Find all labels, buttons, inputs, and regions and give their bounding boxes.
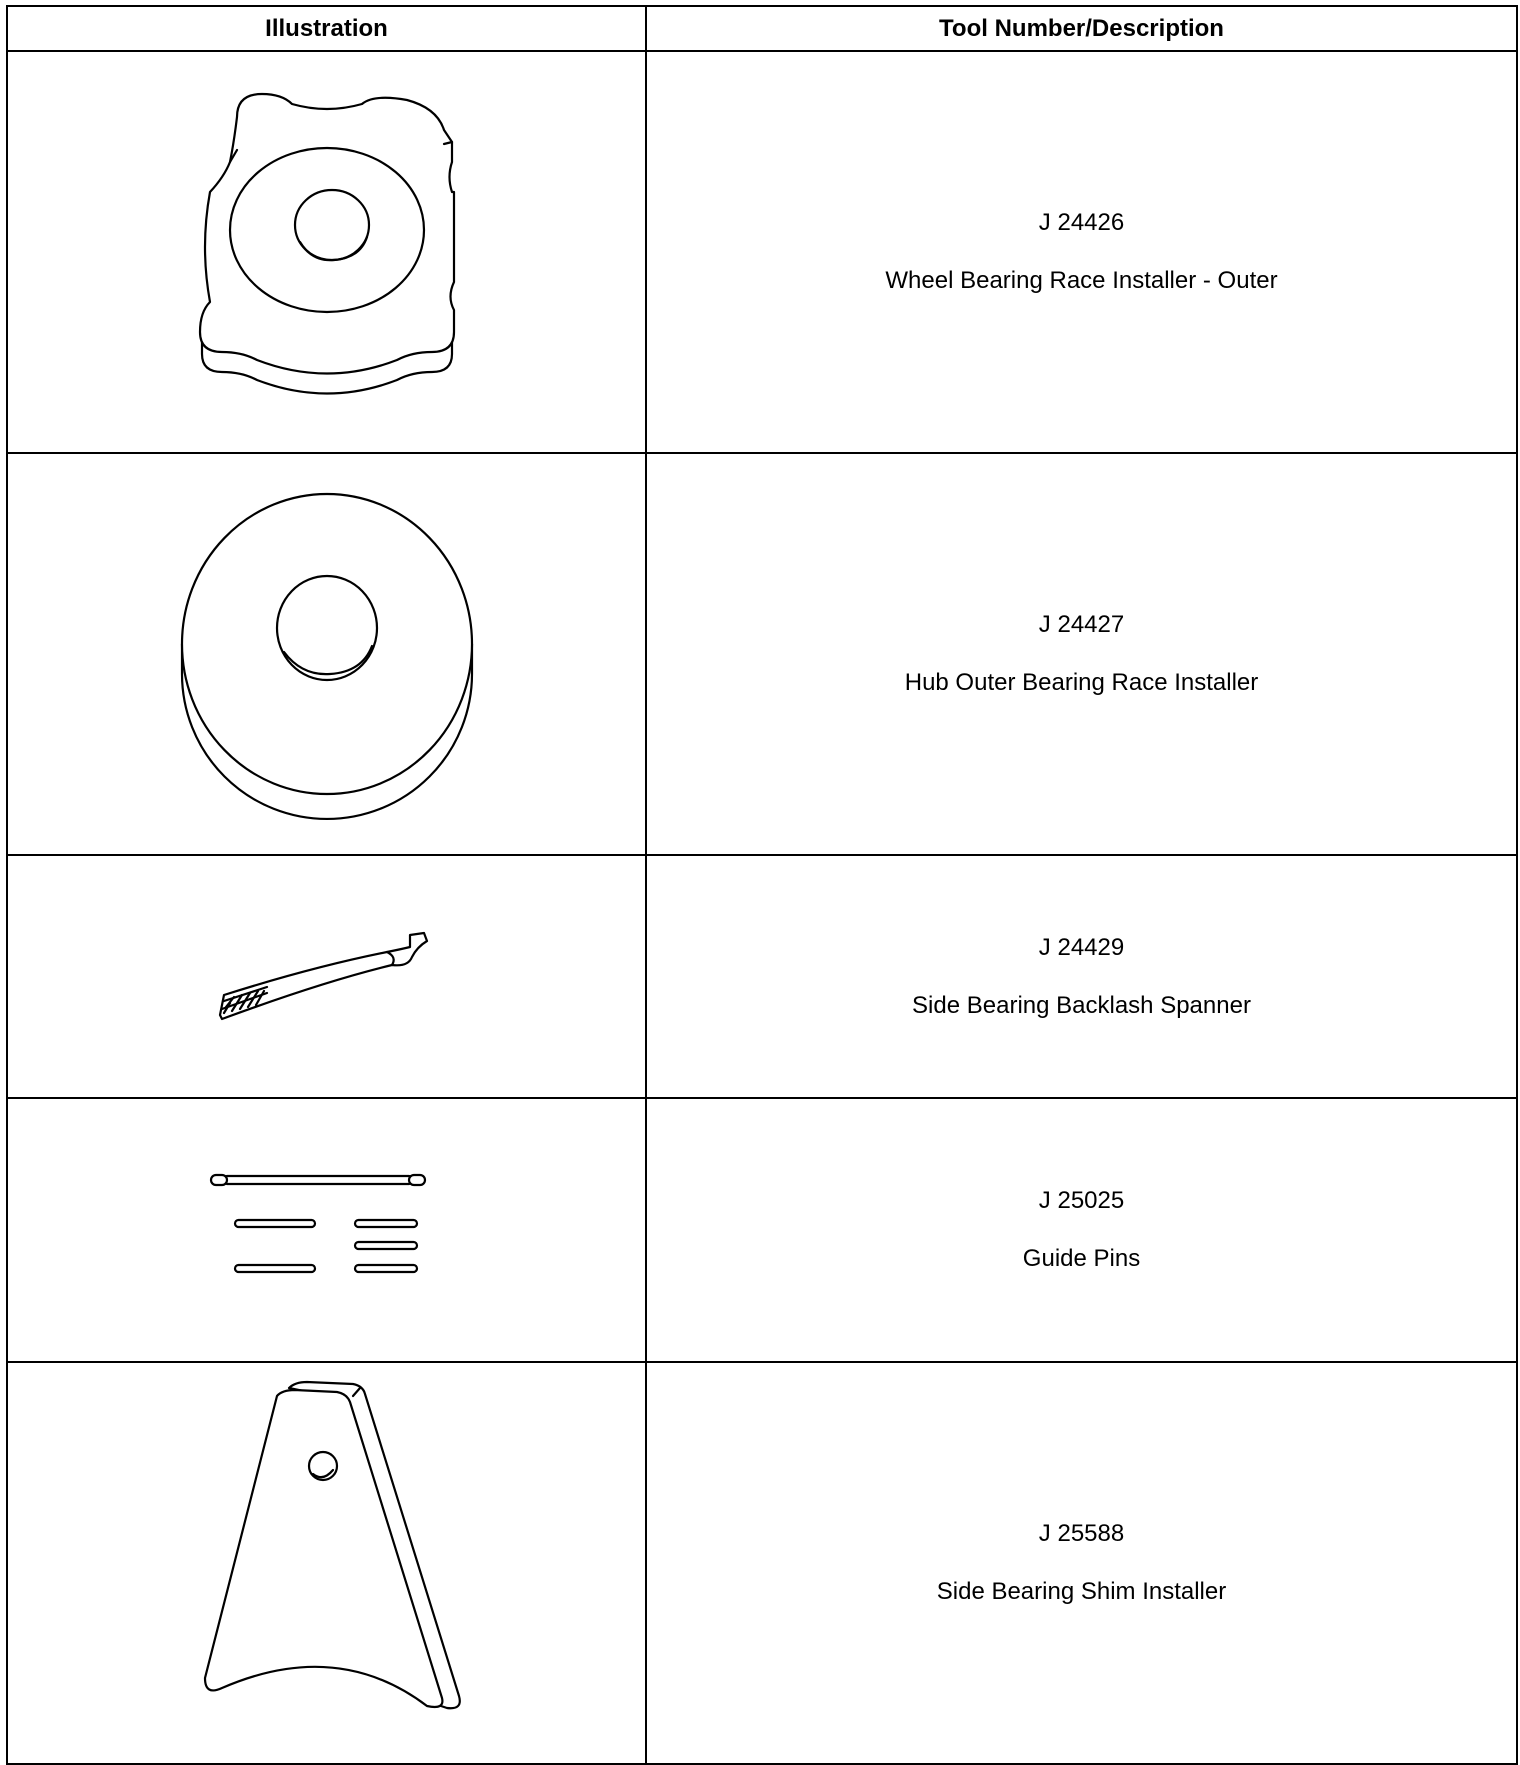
tool-description: Wheel Bearing Race Installer - Outer	[885, 267, 1278, 294]
table-row	[7, 453, 1517, 855]
tool-number: J 24426	[1038, 209, 1125, 236]
tool-description: Side Bearing Shim Installer	[936, 1578, 1227, 1605]
shim-installer-icon	[177, 1378, 477, 1748]
tool-table	[6, 5, 1518, 1765]
header-tool-description: Tool Number/Description	[646, 6, 1517, 51]
backlash-spanner-icon	[212, 927, 442, 1027]
illustration-cell	[7, 1098, 646, 1362]
tool-description-cell	[646, 51, 1517, 453]
tool-number: J 24427	[1038, 611, 1125, 638]
header-row	[7, 6, 1517, 51]
table-row	[7, 1098, 1517, 1362]
illustration-cell	[7, 855, 646, 1098]
guide-pins-icon	[207, 1170, 447, 1290]
table-row	[7, 51, 1517, 453]
illustration-cell	[7, 51, 646, 453]
tool-description-cell	[646, 1098, 1517, 1362]
header-illustration: Illustration	[7, 6, 646, 51]
tool-number: J 24429	[1038, 933, 1125, 961]
tool-description-cell	[646, 453, 1517, 855]
table-row	[7, 855, 1517, 1098]
table-row	[7, 1362, 1517, 1764]
illustration-cell	[7, 1362, 646, 1764]
tool-description: Hub Outer Bearing Race Installer	[904, 669, 1259, 696]
hub-race-installer-icon	[172, 484, 482, 824]
tool-number: J 25588	[1038, 1520, 1125, 1547]
tool-description: Side Bearing Backlash Spanner	[912, 991, 1251, 1019]
tool-number: J 25025	[1038, 1187, 1125, 1214]
illustration-cell	[7, 453, 646, 855]
race-installer-outer-icon	[162, 82, 492, 422]
tool-description-cell	[646, 855, 1517, 1098]
tool-description: Guide Pins	[1022, 1245, 1141, 1272]
tool-description-cell	[646, 1362, 1517, 1764]
